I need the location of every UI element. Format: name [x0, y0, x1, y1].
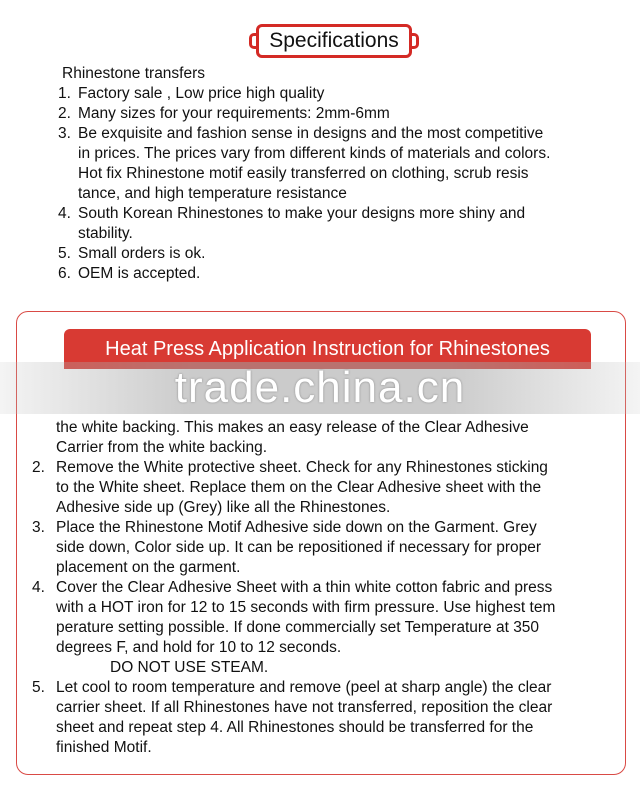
inst-item-line: with a HOT iron for 12 to 15 seconds with firm pressure. Use highest tem [56, 599, 556, 616]
instruction-list [32, 418, 622, 758]
no-steam-note: DO NOT USE STEAM. [110, 659, 269, 676]
spec-item-text [78, 84, 618, 104]
spec-item-line: Be exquisite and fashion sense in designs and the most competitive [78, 125, 544, 142]
specifications-badge [256, 24, 412, 58]
spec-item-number: 3. [58, 125, 71, 142]
inst-item-line: Cover the Clear Adhesive Sheet with a thin white cotton fabric and press [56, 579, 553, 596]
specifications-title: Specifications [269, 29, 399, 52]
instruction-title: Heat Press Application Instruction for Rhinestones [105, 337, 550, 360]
spec-item [58, 124, 618, 204]
spec-item-number: 1. [58, 85, 71, 102]
inst-item-text [56, 418, 622, 458]
spec-heading: Rhinestone transfers [62, 65, 206, 82]
inst-item-number [32, 418, 56, 458]
spec-item-text [78, 264, 618, 284]
spec-item-number: 4. [58, 205, 71, 222]
spec-item [58, 204, 618, 244]
inst-item-line: to the White sheet. Replace them on the Clear Adhesive sheet with the [56, 479, 542, 496]
watermark-banner [0, 362, 640, 414]
inst-item [32, 678, 622, 758]
inst-item-line: side down, Color side up. It can be repositioned if necessary for proper [56, 539, 542, 556]
inst-item-text [56, 578, 622, 678]
spec-item-line: Hot fix Rhinestone motif easily transferred on clothing, scrub resis [78, 165, 529, 182]
inst-item-line: sheet and repeat step 4. All Rhinestones should be transferred for the [56, 719, 534, 736]
inst-item-line: Place the Rhinestone Motif Adhesive side down on the Garment. Grey [56, 519, 537, 536]
spec-item-line: stability. [78, 225, 133, 242]
spec-item-text [78, 244, 618, 264]
spec-item-line: in prices. The prices vary from different kinds of materials and colors. [78, 145, 551, 162]
spec-item-line: Small orders is ok. [78, 245, 206, 262]
inst-item-line: the white backing. This makes an easy release of the Clear Adhesive [56, 419, 529, 436]
spec-item-number: 6. [58, 265, 71, 282]
inst-item-text [56, 678, 622, 758]
spec-item-number: 2. [58, 105, 71, 122]
spec-item-line: tance, and high temperature resistance [78, 185, 347, 202]
inst-item-number: 2. [32, 459, 45, 476]
spec-item [58, 84, 618, 104]
spec-item-text [78, 204, 618, 244]
inst-item-number: 5. [32, 679, 45, 696]
inst-item-line: finished Motif. [56, 739, 152, 756]
inst-item-number: 3. [32, 519, 45, 536]
inst-item-text [56, 518, 622, 578]
spec-item-line: OEM is accepted. [78, 265, 201, 282]
spec-item-line: South Korean Rhinestones to make your designs more shiny and [78, 205, 526, 222]
inst-item-line: Adhesive side up (Grey) like all the Rhinestones. [56, 499, 391, 516]
inst-item-text [56, 458, 622, 518]
inst-item-line: degrees F, and hold for 10 to 12 seconds. [56, 639, 342, 656]
specifications-section [58, 64, 618, 284]
spec-item-line: Many sizes for your requirements: 2mm-6mm [78, 105, 390, 122]
spec-item [58, 104, 618, 124]
spec-item-line: Factory sale , Low price high quality [78, 85, 325, 102]
instruction-section [32, 418, 622, 758]
spec-item-text [78, 124, 618, 204]
inst-item-line: Carrier from the white backing. [56, 439, 268, 456]
inst-item-line: Let cool to room temperature and remove (peel at sharp angle) the clear [56, 679, 552, 696]
inst-item [32, 578, 622, 678]
spec-list [58, 84, 618, 284]
watermark-text: trade.china.cn [174, 363, 466, 412]
spec-item-number: 5. [58, 245, 71, 262]
spec-item [58, 264, 618, 284]
inst-item-line: carrier sheet. If all Rhinestones have not transferred, reposition the clear [56, 699, 553, 716]
inst-item [32, 518, 622, 578]
spec-item-text [78, 104, 618, 124]
inst-item [32, 458, 622, 518]
inst-item-line: perature setting possible. If done commercially set Temperature at 350 [56, 619, 540, 636]
spec-item [58, 244, 618, 264]
inst-item-line: Remove the White protective sheet. Check for any Rhinestones sticking [56, 459, 548, 476]
inst-item-number: 4. [32, 579, 45, 596]
inst-item [32, 418, 622, 458]
inst-item-line: placement on the garment. [56, 559, 241, 576]
